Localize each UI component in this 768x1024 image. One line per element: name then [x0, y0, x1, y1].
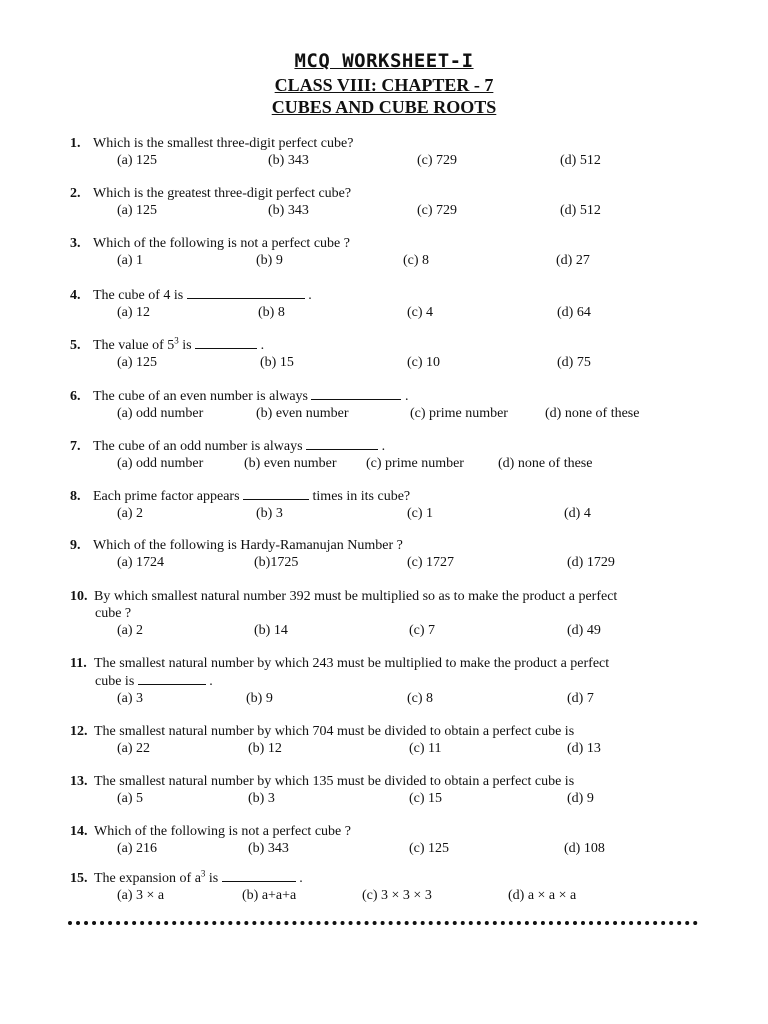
question-number: 15. — [70, 871, 88, 886]
question-text: Which is the greatest three-digit perfect cube? — [93, 186, 352, 201]
options-row — [70, 304, 710, 321]
option-c: (c) 8 — [403, 253, 430, 268]
answer-blank — [311, 387, 401, 400]
option-d: (d) 1729 — [567, 555, 615, 570]
options-row — [70, 252, 710, 269]
option-a: (a) 125 — [117, 203, 158, 218]
options-row — [70, 405, 710, 422]
question-number: 4. — [70, 288, 81, 303]
option-b: (b) 3 — [256, 506, 283, 521]
answer-blank — [195, 336, 257, 349]
question-6 — [70, 387, 710, 422]
topic-heading: CUBES AND CUBE ROOTS — [271, 97, 497, 117]
option-b: (b) 9 — [246, 691, 273, 706]
question-text-end: . — [260, 338, 265, 353]
option-b: (b) 14 — [254, 623, 288, 638]
exponent: 3 — [174, 335, 179, 346]
option-d: (d) 512 — [560, 203, 601, 218]
option-d: (d) 27 — [556, 253, 590, 268]
question-text-end: . — [299, 871, 303, 886]
option-d: (d) a × a × a — [508, 888, 577, 903]
answer-blank — [187, 286, 305, 299]
question-10 — [70, 588, 710, 639]
question-number: 1. — [70, 136, 81, 151]
question-text: The smallest natural number by which 135 must be divided to obtain a perfect cube is — [94, 774, 575, 789]
option-a: (a) odd number — [117, 456, 204, 471]
option-c: (c) prime number — [410, 406, 508, 421]
option-d: (d) 49 — [567, 623, 601, 638]
answer-blank — [243, 487, 309, 500]
question-number: 2. — [70, 186, 81, 201]
question-number: 8. — [70, 489, 81, 504]
option-d: (d) 13 — [567, 741, 601, 756]
option-b: (b) a+a+a — [242, 888, 297, 903]
question-number: 9. — [70, 538, 81, 553]
question-text: The cube of 4 is — [93, 288, 184, 303]
answer-blank — [138, 672, 206, 685]
question-8 — [70, 487, 710, 522]
options-row — [70, 690, 710, 707]
question-text: Which of the following is not a perfect cube ? — [94, 824, 351, 839]
question-text: The cube of an even number is always — [93, 389, 308, 404]
option-a: (a) 2 — [117, 506, 144, 521]
option-d: (d) none of these — [498, 456, 593, 471]
question-number: 3. — [70, 236, 81, 251]
option-a: (a) 1724 — [117, 555, 165, 570]
question-text: The smallest natural number by which 243 must be multiplied to make the product a perfect — [94, 656, 610, 671]
exponent: 3 — [200, 868, 206, 879]
options-row — [70, 840, 710, 857]
question-text-end: . — [381, 439, 386, 454]
options-row — [70, 554, 710, 571]
option-a: (a) 1 — [117, 253, 144, 268]
option-c: (c) 4 — [407, 305, 434, 320]
option-a: (a) 216 — [117, 841, 158, 856]
option-c: (c) 729 — [417, 153, 458, 168]
question-number: 6. — [70, 389, 81, 404]
question-text: Which of the following is not a perfect cube ? — [93, 236, 350, 251]
option-b: (b)1725 — [254, 555, 299, 570]
question-text: The value of 5 — [93, 338, 175, 353]
option-a: (a) 3 — [117, 691, 144, 706]
option-d: (d) 75 — [557, 355, 591, 370]
question-text-end: . — [404, 389, 409, 404]
question-3 — [70, 235, 710, 269]
question-text-mid: is — [205, 871, 219, 886]
option-a: (a) 22 — [117, 741, 151, 756]
class-chapter-heading: CLASS VIII: CHAPTER - 7 — [274, 75, 494, 95]
options-row — [70, 505, 710, 522]
option-b: (b) 9 — [256, 253, 283, 268]
options-row — [70, 887, 710, 904]
option-a: (a) 3 × a — [117, 888, 165, 903]
option-c: (c) 3 × 3 × 3 — [362, 888, 432, 903]
option-d: (d) 9 — [567, 791, 594, 806]
question-14 — [70, 823, 710, 857]
option-a: (a) 125 — [117, 153, 158, 168]
question-7 — [70, 437, 710, 472]
option-d: (d) 7 — [567, 691, 594, 706]
option-c: (c) 729 — [417, 203, 458, 218]
question-number: 10. — [70, 589, 88, 604]
option-a: (a) 12 — [117, 305, 151, 320]
question-text: By which smallest natural number 392 must be multiplied so as to make the product a perfect — [94, 589, 618, 604]
option-c: (c) 10 — [407, 355, 441, 370]
option-b: (b) 8 — [258, 305, 285, 320]
question-15 — [70, 869, 710, 904]
option-c: (c) prime number — [366, 456, 464, 471]
option-b: (b) 15 — [260, 355, 294, 370]
option-a: (a) 2 — [117, 623, 144, 638]
option-c: (c) 8 — [407, 691, 434, 706]
option-b: (b) even number — [244, 456, 337, 471]
option-c: (c) 1 — [407, 506, 434, 521]
options-row — [70, 622, 710, 639]
options-row — [70, 152, 710, 169]
question-text: The smallest natural number by which 704 must be divided to obtain a perfect cube is — [94, 724, 575, 739]
question-text: The expansion of a — [94, 871, 201, 886]
question-number: 11. — [70, 656, 87, 671]
options-row — [70, 740, 710, 757]
option-b: (b) 343 — [248, 841, 289, 856]
question-9 — [70, 537, 710, 571]
option-c: (c) 11 — [409, 741, 442, 756]
options-row — [70, 354, 710, 371]
options-row — [70, 202, 710, 219]
question-text-end: . — [308, 288, 312, 303]
question-number: 14. — [70, 824, 88, 839]
question-text-cont: cube is — [95, 674, 135, 689]
question-text: Which of the following is Hardy-Ramanujan Number ? — [93, 538, 403, 553]
question-text: Which is the smallest three-digit perfect cube? — [93, 136, 354, 151]
question-11 — [70, 655, 710, 707]
question-number: 5. — [70, 338, 81, 353]
question-1 — [70, 135, 710, 169]
option-b: (b) 3 — [248, 791, 275, 806]
question-2 — [70, 185, 710, 219]
question-13 — [70, 773, 710, 807]
question-text: Each prime factor appears — [93, 489, 240, 504]
question-text: The cube of an odd number is always — [93, 439, 303, 454]
question-12 — [70, 723, 710, 757]
options-row — [70, 790, 710, 807]
option-a: (a) odd number — [117, 406, 204, 421]
worksheet-title: MCQ WORKSHEET-I — [294, 50, 474, 72]
options-row — [70, 455, 710, 472]
question-text-end: times in its cube? — [312, 489, 411, 504]
option-a: (a) 5 — [117, 791, 144, 806]
option-c: (c) 125 — [409, 841, 450, 856]
option-a: (a) 125 — [117, 355, 158, 370]
dotted-divider — [68, 921, 698, 925]
option-c: (c) 15 — [409, 791, 443, 806]
answer-blank — [222, 869, 296, 882]
question-number: 13. — [70, 774, 88, 789]
worksheet-header — [0, 48, 768, 118]
question-4 — [70, 286, 710, 321]
option-b: (b) 12 — [248, 741, 282, 756]
option-d: (d) 64 — [557, 305, 591, 320]
option-b: (b) 343 — [268, 203, 309, 218]
question-number: 12. — [70, 724, 88, 739]
question-text-cont: cube ? — [95, 606, 132, 621]
option-d: (d) 512 — [560, 153, 601, 168]
question-number: 7. — [70, 439, 81, 454]
option-b: (b) 343 — [268, 153, 309, 168]
question-5 — [70, 336, 710, 371]
option-c: (c) 7 — [409, 623, 436, 638]
option-d: (d) 4 — [564, 506, 591, 521]
question-text-end: . — [209, 674, 213, 689]
option-c: (c) 1727 — [407, 555, 455, 570]
option-d: (d) 108 — [564, 841, 605, 856]
answer-blank — [306, 437, 378, 450]
option-b: (b) even number — [256, 406, 349, 421]
question-text-mid: is — [178, 338, 192, 353]
option-d: (d) none of these — [545, 406, 640, 421]
